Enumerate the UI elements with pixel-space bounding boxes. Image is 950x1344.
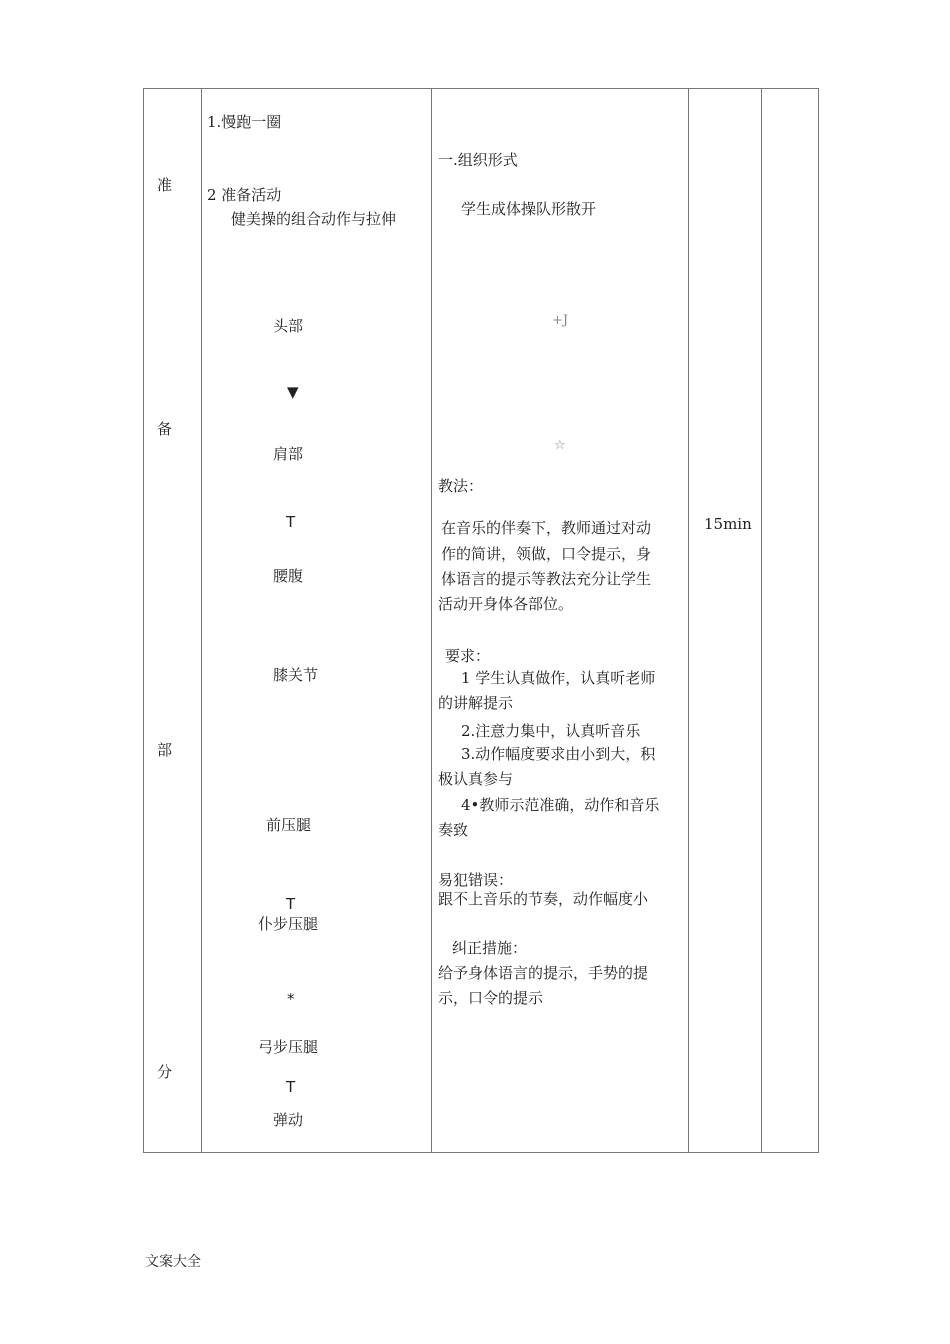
asterisk-icon: * xyxy=(287,990,295,1008)
requirement-line: 3.动作幅度要求由小到大，积 xyxy=(461,745,656,763)
requirement-line: 4•教师示范准确，动作和音乐 xyxy=(461,796,660,814)
content-item-warmup-title: 2 准备活动 xyxy=(207,186,282,204)
organization-text: 学生成体操队形散开 xyxy=(461,200,597,218)
requirement-line: 奏致 xyxy=(438,821,469,839)
page-footer: 文案大全 xyxy=(145,1254,201,1270)
content-item-warmup-sub: 健美操的组合动作与拉伸 xyxy=(231,210,397,228)
step-label: 肩部 xyxy=(273,445,304,463)
requirement-line: 的讲解提示 xyxy=(438,694,514,712)
column-divider xyxy=(201,89,202,1152)
teaching-method-line: 在音乐的伴奏下，教师通过对动 xyxy=(441,519,652,537)
teaching-method-line: 活动开身体各部位。 xyxy=(438,595,574,613)
correction-title: 纠正措施： xyxy=(452,939,528,957)
step-symbol: T xyxy=(286,1078,296,1096)
teaching-method-title: 教法： xyxy=(438,477,484,495)
time-value: 15min xyxy=(704,515,752,533)
requirement-line: 1 学生认真做作，认真听老师 xyxy=(461,669,656,687)
step-symbol: T xyxy=(286,895,296,913)
requirement-line: 2.注意力集中，认真听音乐 xyxy=(461,722,641,740)
step-label: 膝关节 xyxy=(273,666,319,684)
column-divider xyxy=(688,89,689,1152)
section-label-char: 备 xyxy=(157,420,173,438)
requirements-title: 要求： xyxy=(445,647,491,665)
section-label-char: 部 xyxy=(157,741,173,759)
step-label: 弓步压腿 xyxy=(258,1038,319,1056)
step-label: 头部 xyxy=(273,317,304,335)
column-divider xyxy=(761,89,762,1152)
content-item-jog: 1.慢跑一圈 xyxy=(207,113,282,131)
teaching-method-line: 作的简讲，领做，口令提示，身 xyxy=(441,545,652,563)
step-label: 前压腿 xyxy=(266,816,312,834)
correction-line: 给予身体语言的提示，手势的提 xyxy=(438,964,649,982)
column-divider xyxy=(431,89,432,1152)
correction-line: 示，口令的提示 xyxy=(438,989,544,1007)
section-label-char: 分 xyxy=(157,1063,173,1081)
step-symbol: T xyxy=(286,513,296,531)
requirement-line: 极认真参与 xyxy=(438,770,514,788)
star-icon: ☆ xyxy=(554,438,566,453)
formation-mark: +J xyxy=(552,313,569,328)
common-errors-title: 易犯错误： xyxy=(438,871,514,889)
arrow-down-icon: ▼ xyxy=(287,383,299,401)
common-errors-text: 跟不上音乐的节奏，动作幅度小 xyxy=(438,890,649,908)
section-label-char: 准 xyxy=(157,176,173,194)
teaching-method-line: 体语言的提示等教法充分让学生 xyxy=(441,570,652,588)
step-label: 弹动 xyxy=(273,1111,304,1129)
step-label: 仆步压腿 xyxy=(258,915,319,933)
organization-title: 一.组织形式 xyxy=(438,151,518,169)
step-label: 腰腹 xyxy=(273,567,304,585)
